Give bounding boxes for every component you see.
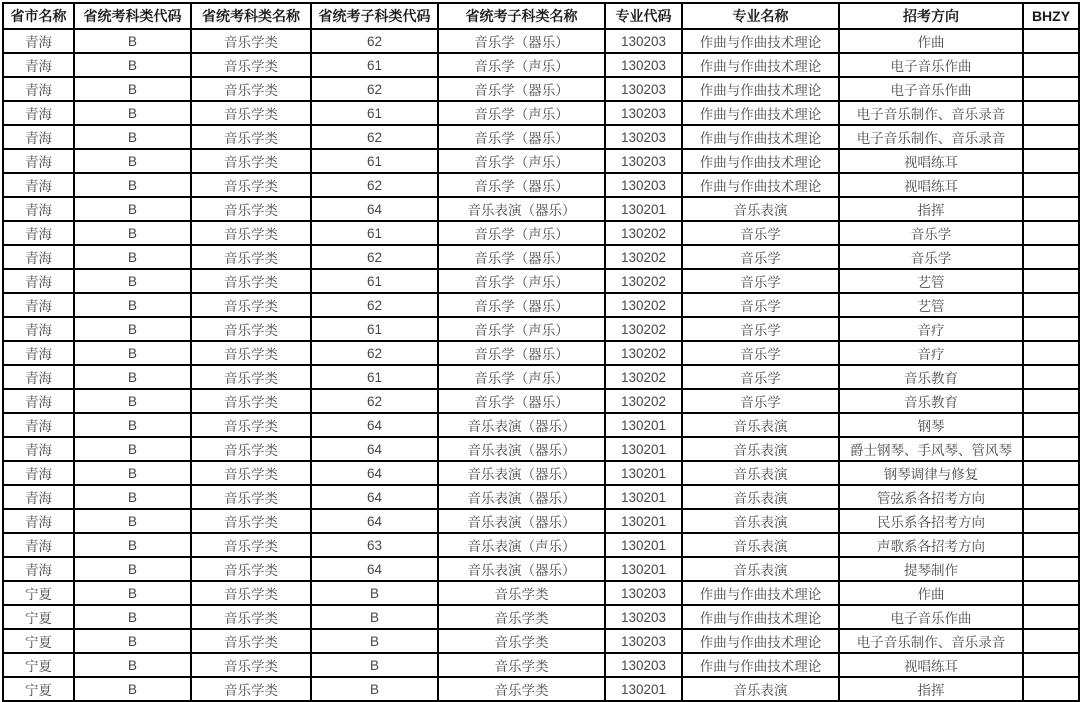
- cell: 作曲与作曲技术理论: [682, 629, 839, 653]
- cell: 音乐学类: [191, 53, 311, 77]
- cell: 音乐表演（器乐）: [438, 461, 605, 485]
- cell: 130203: [605, 173, 682, 197]
- cell: [1023, 53, 1079, 77]
- cell: 音乐表演: [682, 557, 839, 581]
- cell: B: [74, 461, 191, 485]
- cell: 音乐表演: [682, 677, 839, 701]
- cell: 音乐学类: [438, 605, 605, 629]
- cell: 130203: [605, 653, 682, 677]
- cell: 音乐学类: [191, 221, 311, 245]
- table-row: [3, 437, 1079, 461]
- cell: 61: [311, 53, 438, 77]
- cell: 电子音乐制作、音乐录音: [839, 629, 1023, 653]
- cell: 音乐学（声乐）: [438, 149, 605, 173]
- cell: 青海: [3, 221, 74, 245]
- cell: B: [74, 533, 191, 557]
- cell: 130203: [605, 149, 682, 173]
- cell: 音乐学（器乐）: [438, 77, 605, 101]
- cell: 音乐学类: [191, 317, 311, 341]
- cell: B: [311, 677, 438, 701]
- cell: B: [74, 413, 191, 437]
- cell: [1023, 173, 1079, 197]
- cell: [1023, 125, 1079, 149]
- cell: 视唱练耳: [839, 173, 1023, 197]
- cell: [1023, 509, 1079, 533]
- cell: 视唱练耳: [839, 149, 1023, 173]
- cell: B: [74, 629, 191, 653]
- cell: 61: [311, 221, 438, 245]
- cell: 音乐学: [682, 389, 839, 413]
- table-row: [3, 101, 1079, 125]
- cell: [1023, 581, 1079, 605]
- cell: 130201: [605, 509, 682, 533]
- cell: 音乐学（器乐）: [438, 389, 605, 413]
- cell: 130201: [605, 557, 682, 581]
- cell: 青海: [3, 365, 74, 389]
- cell: 音乐学（声乐）: [438, 221, 605, 245]
- cell: 青海: [3, 53, 74, 77]
- cell: 音疗: [839, 341, 1023, 365]
- cell: 音乐学类: [191, 341, 311, 365]
- table-row: [3, 485, 1079, 509]
- cell: 青海: [3, 197, 74, 221]
- cell: B: [311, 629, 438, 653]
- cell: B: [74, 341, 191, 365]
- cell: 青海: [3, 245, 74, 269]
- column-header: 专业代码: [605, 3, 682, 29]
- cell: 艺管: [839, 293, 1023, 317]
- cell: 130201: [605, 461, 682, 485]
- cell: 音乐表演: [682, 461, 839, 485]
- table-row: [3, 221, 1079, 245]
- table-row: [3, 245, 1079, 269]
- cell: 青海: [3, 101, 74, 125]
- cell: 视唱练耳: [839, 653, 1023, 677]
- table-row: [3, 461, 1079, 485]
- cell: 63: [311, 533, 438, 557]
- cell: 130202: [605, 269, 682, 293]
- cell: [1023, 533, 1079, 557]
- cell: 62: [311, 245, 438, 269]
- cell: 音乐学类: [191, 653, 311, 677]
- cell: 音乐学类: [191, 413, 311, 437]
- cell: 宁夏: [3, 653, 74, 677]
- cell: 音乐教育: [839, 389, 1023, 413]
- cell: 青海: [3, 485, 74, 509]
- cell: [1023, 77, 1079, 101]
- cell: 62: [311, 29, 438, 53]
- cell: 青海: [3, 173, 74, 197]
- cell: 音乐教育: [839, 365, 1023, 389]
- table-row: [3, 629, 1079, 653]
- cell: 64: [311, 197, 438, 221]
- cell: 音乐学类: [191, 629, 311, 653]
- cell: 音乐学类: [191, 173, 311, 197]
- column-header: 省统考子科类代码: [311, 3, 438, 29]
- cell: 61: [311, 269, 438, 293]
- cell: 音乐学（器乐）: [438, 125, 605, 149]
- cell: 音乐学类: [191, 101, 311, 125]
- cell: [1023, 437, 1079, 461]
- cell: 61: [311, 101, 438, 125]
- table-row: [3, 341, 1079, 365]
- table-row: [3, 173, 1079, 197]
- cell: 电子音乐制作、音乐录音: [839, 125, 1023, 149]
- header-row: [3, 3, 1079, 29]
- cell: B: [74, 101, 191, 125]
- cell: [1023, 245, 1079, 269]
- cell: B: [74, 509, 191, 533]
- cell: 62: [311, 77, 438, 101]
- cell: 音乐表演（器乐）: [438, 509, 605, 533]
- cell: 音乐学类: [191, 245, 311, 269]
- cell: 音乐学: [839, 245, 1023, 269]
- cell: 指挥: [839, 197, 1023, 221]
- table-row: [3, 533, 1079, 557]
- cell: 作曲: [839, 581, 1023, 605]
- cell: 130203: [605, 125, 682, 149]
- table-row: [3, 269, 1079, 293]
- cell: 音乐学类: [438, 629, 605, 653]
- cell: [1023, 605, 1079, 629]
- cell: 音乐学类: [191, 77, 311, 101]
- cell: 作曲与作曲技术理论: [682, 173, 839, 197]
- column-header: 专业名称: [682, 3, 839, 29]
- cell: 130202: [605, 293, 682, 317]
- column-header: 省统考科类名称: [191, 3, 311, 29]
- cell: 130201: [605, 413, 682, 437]
- cell: 音乐学（声乐）: [438, 317, 605, 341]
- cell: 音乐学: [682, 317, 839, 341]
- cell: 130202: [605, 221, 682, 245]
- cell: 音乐学类: [191, 269, 311, 293]
- cell: 作曲与作曲技术理论: [682, 125, 839, 149]
- cell: 音乐表演: [682, 197, 839, 221]
- cell: B: [74, 77, 191, 101]
- exam-majors-table: [2, 2, 1080, 702]
- cell: 音乐表演（器乐）: [438, 485, 605, 509]
- cell: 音乐表演: [682, 509, 839, 533]
- cell: 青海: [3, 437, 74, 461]
- cell: 作曲与作曲技术理论: [682, 581, 839, 605]
- cell: 音乐学类: [191, 389, 311, 413]
- cell: B: [74, 365, 191, 389]
- cell: 音乐学类: [191, 485, 311, 509]
- cell: 管弦系各招考方向: [839, 485, 1023, 509]
- cell: B: [74, 557, 191, 581]
- cell: 音乐学类: [191, 437, 311, 461]
- cell: [1023, 461, 1079, 485]
- cell: 音乐学（器乐）: [438, 173, 605, 197]
- cell: 音乐表演（器乐）: [438, 437, 605, 461]
- cell: 音乐表演（器乐）: [438, 197, 605, 221]
- cell: 130202: [605, 389, 682, 413]
- cell: [1023, 557, 1079, 581]
- cell: 钢琴: [839, 413, 1023, 437]
- cell: 电子音乐制作、音乐录音: [839, 101, 1023, 125]
- cell: 64: [311, 413, 438, 437]
- cell: 音乐学类: [191, 677, 311, 701]
- cell: 指挥: [839, 677, 1023, 701]
- table-header: [3, 3, 1079, 29]
- cell: 音乐学类: [191, 533, 311, 557]
- cell: 爵士钢琴、手风琴、管风琴: [839, 437, 1023, 461]
- table-row: [3, 317, 1079, 341]
- cell: 130203: [605, 605, 682, 629]
- cell: 青海: [3, 461, 74, 485]
- cell: 青海: [3, 29, 74, 53]
- cell: B: [74, 437, 191, 461]
- cell: 130203: [605, 77, 682, 101]
- cell: B: [74, 389, 191, 413]
- cell: 音乐学（器乐）: [438, 341, 605, 365]
- cell: B: [74, 269, 191, 293]
- cell: 61: [311, 149, 438, 173]
- cell: 130203: [605, 581, 682, 605]
- cell: 音乐表演（器乐）: [438, 557, 605, 581]
- cell: 青海: [3, 317, 74, 341]
- cell: 62: [311, 173, 438, 197]
- cell: [1023, 653, 1079, 677]
- cell: 130203: [605, 101, 682, 125]
- table-row: [3, 389, 1079, 413]
- cell: [1023, 29, 1079, 53]
- cell: B: [74, 173, 191, 197]
- cell: 音乐学类: [438, 677, 605, 701]
- cell: 作曲与作曲技术理论: [682, 653, 839, 677]
- cell: 130203: [605, 29, 682, 53]
- cell: 62: [311, 125, 438, 149]
- cell: 宁夏: [3, 677, 74, 701]
- cell: 音乐表演: [682, 413, 839, 437]
- cell: 青海: [3, 533, 74, 557]
- cell: 130201: [605, 197, 682, 221]
- cell: 音乐学: [839, 221, 1023, 245]
- cell: 61: [311, 365, 438, 389]
- cell: 青海: [3, 509, 74, 533]
- table-row: [3, 605, 1079, 629]
- table-row: [3, 77, 1079, 101]
- cell: 电子音乐作曲: [839, 77, 1023, 101]
- cell: 64: [311, 485, 438, 509]
- cell: [1023, 389, 1079, 413]
- cell: 130201: [605, 677, 682, 701]
- cell: [1023, 269, 1079, 293]
- cell: B: [311, 653, 438, 677]
- cell: 音乐表演（器乐）: [438, 413, 605, 437]
- cell: 声歌系各招考方向: [839, 533, 1023, 557]
- cell: 宁夏: [3, 605, 74, 629]
- column-header: BHZY: [1023, 3, 1079, 29]
- cell: B: [74, 149, 191, 173]
- table-row: [3, 557, 1079, 581]
- cell: 音乐学类: [191, 293, 311, 317]
- table-row: [3, 29, 1079, 53]
- cell: B: [74, 29, 191, 53]
- cell: 64: [311, 557, 438, 581]
- table-row: [3, 365, 1079, 389]
- cell: 青海: [3, 125, 74, 149]
- table-row: [3, 149, 1079, 173]
- cell: 62: [311, 293, 438, 317]
- cell: 青海: [3, 149, 74, 173]
- cell: 64: [311, 509, 438, 533]
- table-row: [3, 677, 1079, 701]
- table-row: [3, 197, 1079, 221]
- cell: 电子音乐作曲: [839, 605, 1023, 629]
- cell: 音疗: [839, 317, 1023, 341]
- table-row: [3, 653, 1079, 677]
- cell: 音乐学类: [191, 365, 311, 389]
- cell: 钢琴调律与修复: [839, 461, 1023, 485]
- cell: 音乐学（器乐）: [438, 293, 605, 317]
- cell: 音乐学: [682, 269, 839, 293]
- cell: B: [311, 605, 438, 629]
- cell: B: [74, 653, 191, 677]
- cell: B: [74, 221, 191, 245]
- cell: 音乐表演: [682, 533, 839, 557]
- column-header: 省统考子科类名称: [438, 3, 605, 29]
- cell: [1023, 149, 1079, 173]
- cell: 64: [311, 437, 438, 461]
- cell: 130202: [605, 245, 682, 269]
- cell: 音乐学类: [191, 557, 311, 581]
- cell: [1023, 101, 1079, 125]
- cell: [1023, 485, 1079, 509]
- cell: 130203: [605, 53, 682, 77]
- cell: 音乐学（声乐）: [438, 101, 605, 125]
- cell: 130201: [605, 485, 682, 509]
- cell: B: [74, 245, 191, 269]
- cell: 音乐学类: [191, 29, 311, 53]
- cell: [1023, 341, 1079, 365]
- table-row: [3, 53, 1079, 77]
- cell: 宁夏: [3, 581, 74, 605]
- cell: 音乐表演（声乐）: [438, 533, 605, 557]
- cell: 音乐学类: [438, 653, 605, 677]
- cell: 音乐学: [682, 221, 839, 245]
- cell: 宁夏: [3, 629, 74, 653]
- column-header: 省统考科类代码: [74, 3, 191, 29]
- cell: 青海: [3, 269, 74, 293]
- cell: 音乐学（器乐）: [438, 245, 605, 269]
- cell: 音乐学类: [438, 581, 605, 605]
- cell: 130203: [605, 629, 682, 653]
- cell: 作曲: [839, 29, 1023, 53]
- cell: B: [74, 605, 191, 629]
- cell: [1023, 413, 1079, 437]
- cell: 音乐学（声乐）: [438, 269, 605, 293]
- cell: 音乐学类: [191, 581, 311, 605]
- cell: 青海: [3, 389, 74, 413]
- cell: [1023, 221, 1079, 245]
- cell: 音乐学（器乐）: [438, 29, 605, 53]
- table-row: [3, 509, 1079, 533]
- cell: [1023, 317, 1079, 341]
- cell: 作曲与作曲技术理论: [682, 149, 839, 173]
- table-row: [3, 125, 1079, 149]
- cell: 青海: [3, 557, 74, 581]
- cell: 130202: [605, 341, 682, 365]
- cell: B: [74, 53, 191, 77]
- table-row: [3, 581, 1079, 605]
- cell: 青海: [3, 293, 74, 317]
- cell: 音乐学: [682, 341, 839, 365]
- table-row: [3, 293, 1079, 317]
- cell: 民乐系各招考方向: [839, 509, 1023, 533]
- cell: 作曲与作曲技术理论: [682, 605, 839, 629]
- cell: 音乐学类: [191, 149, 311, 173]
- cell: 音乐学类: [191, 605, 311, 629]
- cell: 音乐学: [682, 293, 839, 317]
- cell: B: [74, 677, 191, 701]
- cell: B: [74, 485, 191, 509]
- cell: B: [74, 125, 191, 149]
- cell: [1023, 677, 1079, 701]
- cell: 130201: [605, 437, 682, 461]
- cell: B: [74, 197, 191, 221]
- cell: 62: [311, 341, 438, 365]
- cell: 音乐表演: [682, 485, 839, 509]
- cell: [1023, 197, 1079, 221]
- cell: 61: [311, 317, 438, 341]
- column-header: 招考方向: [839, 3, 1023, 29]
- cell: 64: [311, 461, 438, 485]
- cell: 音乐学（声乐）: [438, 365, 605, 389]
- cell: 青海: [3, 341, 74, 365]
- cell: [1023, 293, 1079, 317]
- cell: 青海: [3, 77, 74, 101]
- cell: 艺管: [839, 269, 1023, 293]
- cell: [1023, 629, 1079, 653]
- cell: 音乐学类: [191, 197, 311, 221]
- cell: 作曲与作曲技术理论: [682, 77, 839, 101]
- cell: B: [74, 581, 191, 605]
- cell: 130202: [605, 317, 682, 341]
- cell: 电子音乐作曲: [839, 53, 1023, 77]
- cell: 音乐表演: [682, 437, 839, 461]
- cell: 作曲与作曲技术理论: [682, 29, 839, 53]
- cell: B: [74, 293, 191, 317]
- cell: 青海: [3, 413, 74, 437]
- cell: 音乐学: [682, 245, 839, 269]
- cell: 音乐学类: [191, 125, 311, 149]
- column-header: 省市名称: [3, 3, 74, 29]
- cell: 130201: [605, 533, 682, 557]
- cell: 音乐学类: [191, 509, 311, 533]
- cell: 作曲与作曲技术理论: [682, 101, 839, 125]
- cell: 130202: [605, 365, 682, 389]
- cell: 62: [311, 389, 438, 413]
- cell: 音乐学（声乐）: [438, 53, 605, 77]
- cell: 提琴制作: [839, 557, 1023, 581]
- cell: 音乐学: [682, 365, 839, 389]
- table-body: [3, 29, 1079, 701]
- cell: 音乐学类: [191, 461, 311, 485]
- cell: B: [74, 317, 191, 341]
- cell: 作曲与作曲技术理论: [682, 53, 839, 77]
- cell: [1023, 365, 1079, 389]
- table-row: [3, 413, 1079, 437]
- cell: B: [311, 581, 438, 605]
